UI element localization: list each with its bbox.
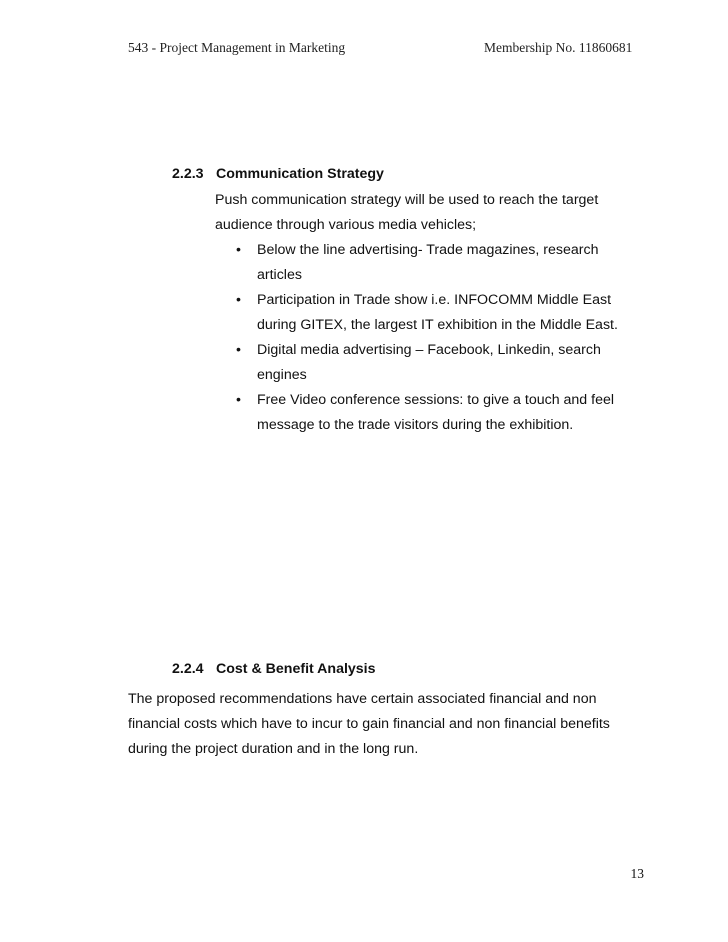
list-item-text: Participation in Trade show i.e. INFOCOMM Middle East during GITEX, the largest IT exhibition in the Middle East. xyxy=(257,292,618,333)
list-item-text: Free Video conference sessions: to give a touch and feel message to the trade visitors during the exhibition. xyxy=(257,392,615,433)
list-item xyxy=(236,288,636,338)
section-number: 2.2.4 xyxy=(172,661,204,677)
bullet-icon: • xyxy=(236,392,241,408)
section-2-2-4-heading xyxy=(172,661,376,677)
cost-benefit-paragraph: The proposed recommendations have certain associated financial and non financial costs which have to incur to gain financial and non financial benefits during the project duration and in the long run. xyxy=(128,691,610,757)
header-membership-number: Membership No. 11860681 xyxy=(484,40,633,55)
communication-bullet-list xyxy=(236,238,636,438)
section-title: Communication Strategy xyxy=(216,166,384,182)
list-item xyxy=(236,338,636,388)
header-course-title: 543 - Project Management in Marketing xyxy=(128,40,346,55)
list-item-text: Digital media advertising – Facebook, Linkedin, search engines xyxy=(257,342,601,383)
communication-intro: Push communication strategy will be used to reach the target audience through various media vehicles; xyxy=(215,192,599,233)
section-title: Cost & Benefit Analysis xyxy=(216,661,376,677)
section-2-2-3-heading xyxy=(172,166,384,182)
list-item-text: Below the line advertising- Trade magazines, research articles xyxy=(257,242,599,283)
bullet-icon: • xyxy=(236,342,241,358)
list-item xyxy=(236,238,636,288)
bullet-icon: • xyxy=(236,292,241,308)
list-item xyxy=(236,388,636,438)
bullet-icon: • xyxy=(236,242,241,258)
page-number: 13 xyxy=(630,866,644,881)
section-number: 2.2.3 xyxy=(172,166,204,182)
